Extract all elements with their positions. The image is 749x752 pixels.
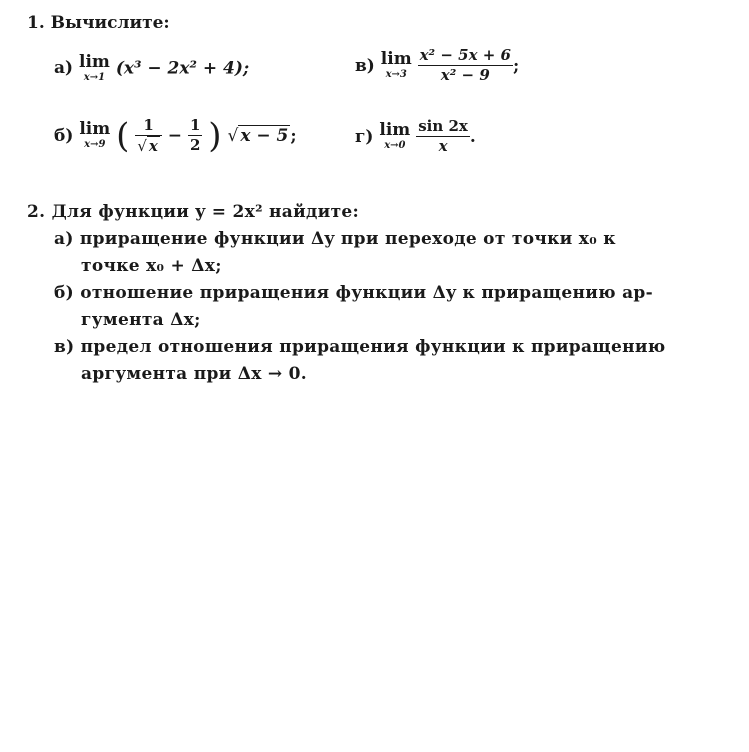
sqrt-symbol: √ x − 5 — [227, 125, 289, 146]
task2-line: б) отношение приращения функции Δy к приращению ар- — [54, 283, 653, 303]
right-parenthesis: ) — [208, 115, 222, 156]
lim-word: lim — [379, 120, 411, 141]
limit-operator — [79, 54, 110, 83]
fraction-denominator: x — [438, 137, 448, 156]
lim-subscript: x→0 — [384, 140, 406, 152]
fraction-numerator: 1 — [135, 117, 162, 136]
task2-header: 2. Для функции y = 2x² найдите: — [27, 202, 360, 222]
item-v-tail: ; — [512, 55, 520, 76]
sqrt-body: x − 5 — [240, 125, 289, 146]
item-b-label: б) — [54, 125, 74, 146]
limit-operator — [79, 121, 110, 150]
fraction-denominator: x² − 9 — [440, 66, 490, 85]
sqrt-body: x — [148, 136, 158, 155]
item-v-label: в) — [355, 55, 375, 76]
task2-line: а) приращение функции Δy при переходе от точки x₀ к — [54, 229, 616, 249]
task1-number: 1. — [27, 13, 45, 33]
fraction-denominator — [135, 136, 162, 155]
item-a-label: а) — [54, 58, 74, 78]
lim-word: lim — [380, 49, 412, 70]
task1-item-b — [54, 117, 297, 155]
fraction-numerator: x² − 5x + 6 — [418, 47, 513, 66]
lim-word: lim — [78, 52, 110, 72]
item-v-fraction — [418, 47, 513, 85]
fraction-numerator: sin 2x — [416, 118, 470, 137]
task1-header — [27, 13, 170, 33]
task2-line: в) предел отношения приращения функции к приращению — [54, 337, 666, 357]
task1-item-g — [355, 118, 476, 156]
lim-subscript: x→1 — [83, 72, 106, 83]
task1-title: Вычислите: — [50, 13, 170, 33]
left-parenthesis: ( — [116, 115, 130, 156]
sqrt-symbol: √ x — [137, 136, 158, 155]
item-g-tail: . — [469, 126, 476, 147]
limit-operator — [381, 51, 412, 80]
task2-line: гумента Δx; — [81, 310, 201, 330]
item-g-fraction — [416, 118, 470, 156]
task1-item-a — [54, 54, 249, 83]
lim-subscript: x→9 — [84, 139, 106, 151]
item-a-expression: (x³ − 2x² + 4); — [115, 58, 250, 79]
task1-item-v — [355, 47, 519, 85]
lim-subscript: x→3 — [385, 69, 407, 81]
fraction-one-half — [188, 117, 202, 155]
lim-word: lim — [79, 119, 111, 140]
item-g-label: г) — [355, 126, 374, 147]
task2-line: точке x₀ + Δx; — [81, 256, 222, 276]
fraction-one-over-sqrt-x — [135, 117, 162, 155]
fraction-denominator: 2 — [189, 136, 201, 155]
item-b-tail: ; — [290, 125, 297, 146]
fraction-numerator: 1 — [188, 117, 202, 136]
task2-line: аргумента при Δx → 0. — [81, 364, 308, 384]
limit-operator — [379, 122, 410, 151]
minus-sign: − — [167, 125, 183, 146]
